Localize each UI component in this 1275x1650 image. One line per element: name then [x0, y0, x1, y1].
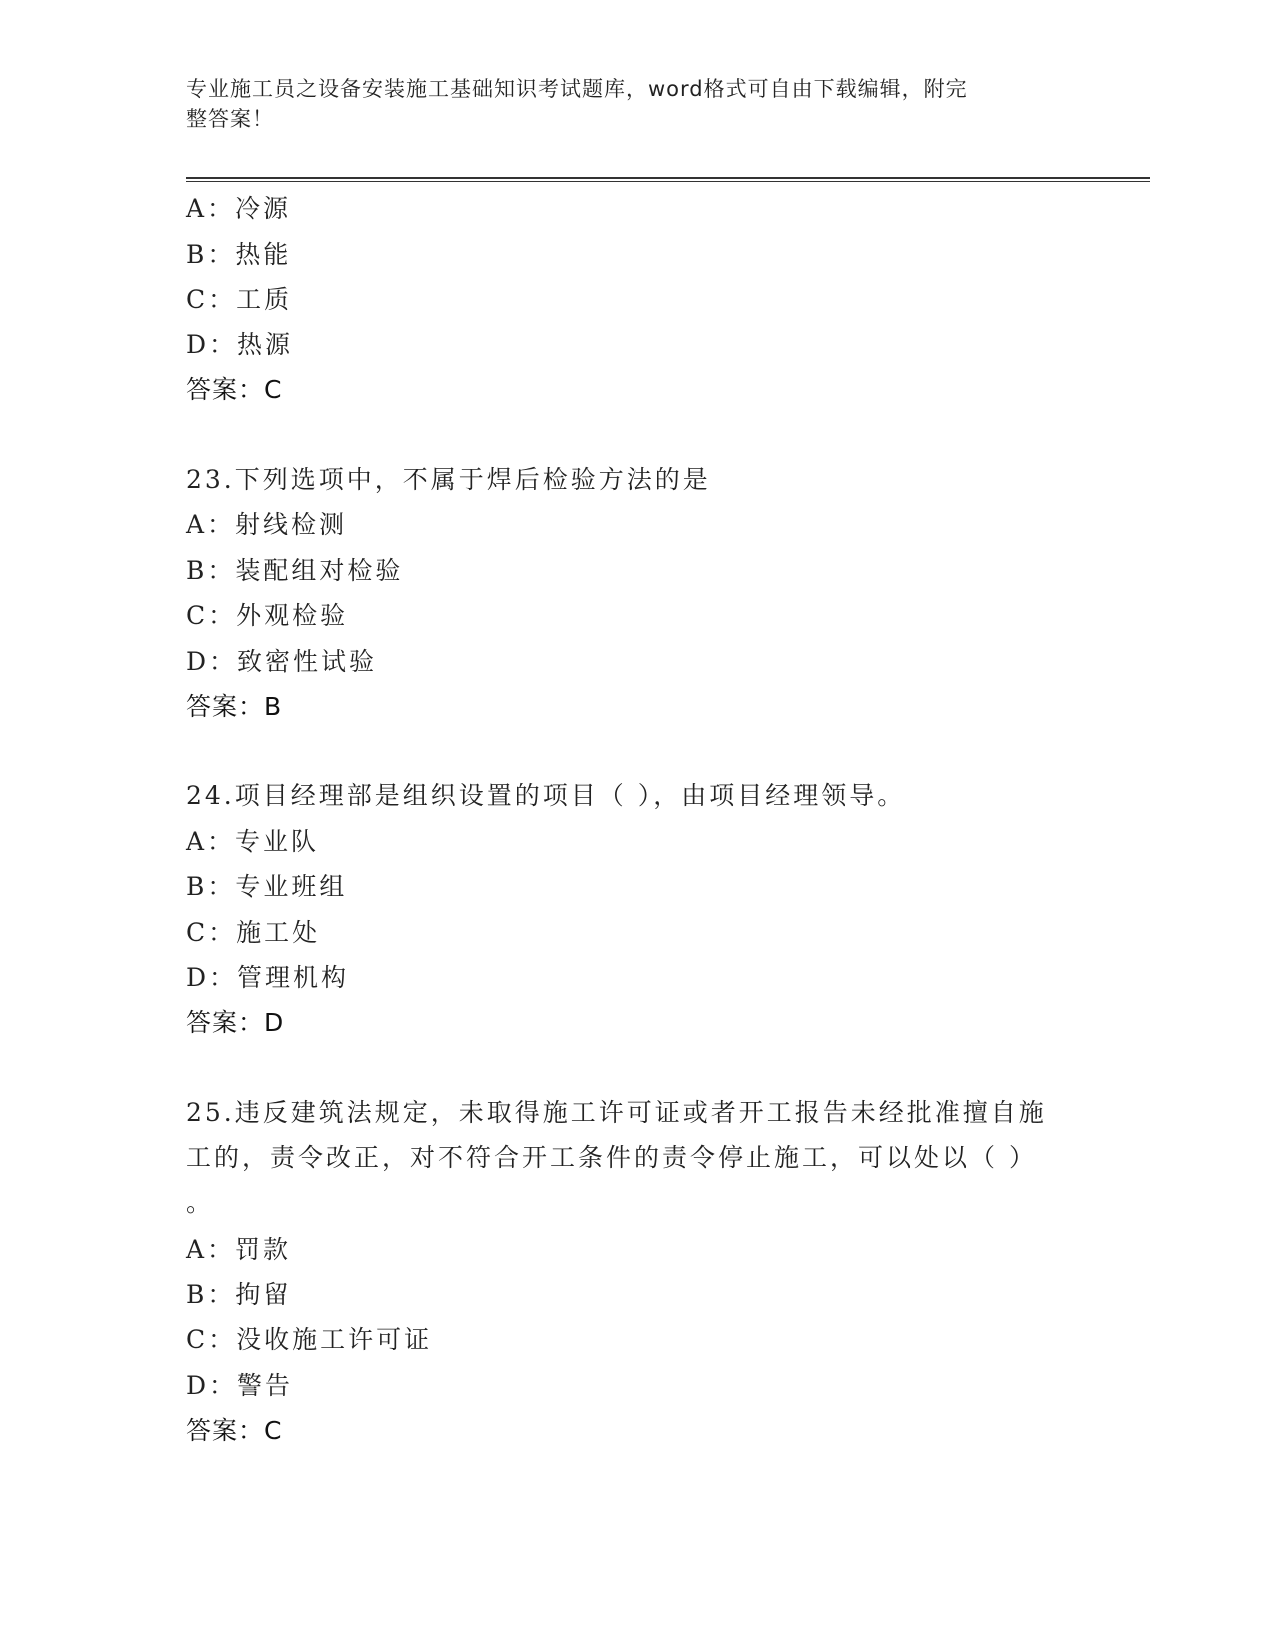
- option-a: A：射线检测: [186, 510, 348, 539]
- question-stem: 23.下列选项中，不属于焊后检验方法的是: [186, 465, 711, 494]
- answer-line: 答案：C: [186, 375, 283, 404]
- option-b: B：装配组对检验: [186, 556, 404, 585]
- option-b: B：拘留: [186, 1280, 292, 1309]
- option-c: C：外观检验: [186, 601, 349, 630]
- answer-line: 答案：D: [186, 1008, 285, 1037]
- option-a: A：专业队: [186, 827, 320, 856]
- option-d: D：热源: [186, 330, 294, 359]
- option-c: C：施工处: [186, 918, 321, 947]
- document-header: [186, 74, 1066, 134]
- option-d: D：管理机构: [186, 963, 350, 992]
- question-stem-line-1: 25.违反建筑法规定，未取得施工许可证或者开工报告未经批准擅自施: [186, 1098, 1047, 1127]
- question-stem-line-3: 。: [186, 1188, 215, 1217]
- answer-line: 答案：C: [186, 1416, 283, 1445]
- option-b: B：热能: [186, 240, 292, 269]
- answer-line: 答案：B: [186, 692, 283, 721]
- option-b: B：专业班组: [186, 872, 348, 901]
- header-double-rule: [186, 177, 1150, 182]
- question-stem-line-2: 工的，责令改正，对不符合开工条件的责令停止施工，可以处以（ ）: [186, 1143, 1037, 1172]
- option-a: A：罚款: [186, 1235, 292, 1264]
- option-d: D：致密性试验: [186, 647, 378, 676]
- option-d: D：警告: [186, 1371, 294, 1400]
- question-stem: 24.项目经理部是组织设置的项目（ ），由项目经理领导。: [186, 781, 906, 810]
- header-line-2: 整答案！: [186, 107, 274, 131]
- option-a: A：冷源: [186, 194, 292, 223]
- header-line-1: 专业施工员之设备安装施工基础知识考试题库，word格式可自由下载编辑，附完: [186, 77, 968, 101]
- option-c: C：没收施工许可证: [186, 1325, 433, 1354]
- option-c: C：工质: [186, 285, 293, 314]
